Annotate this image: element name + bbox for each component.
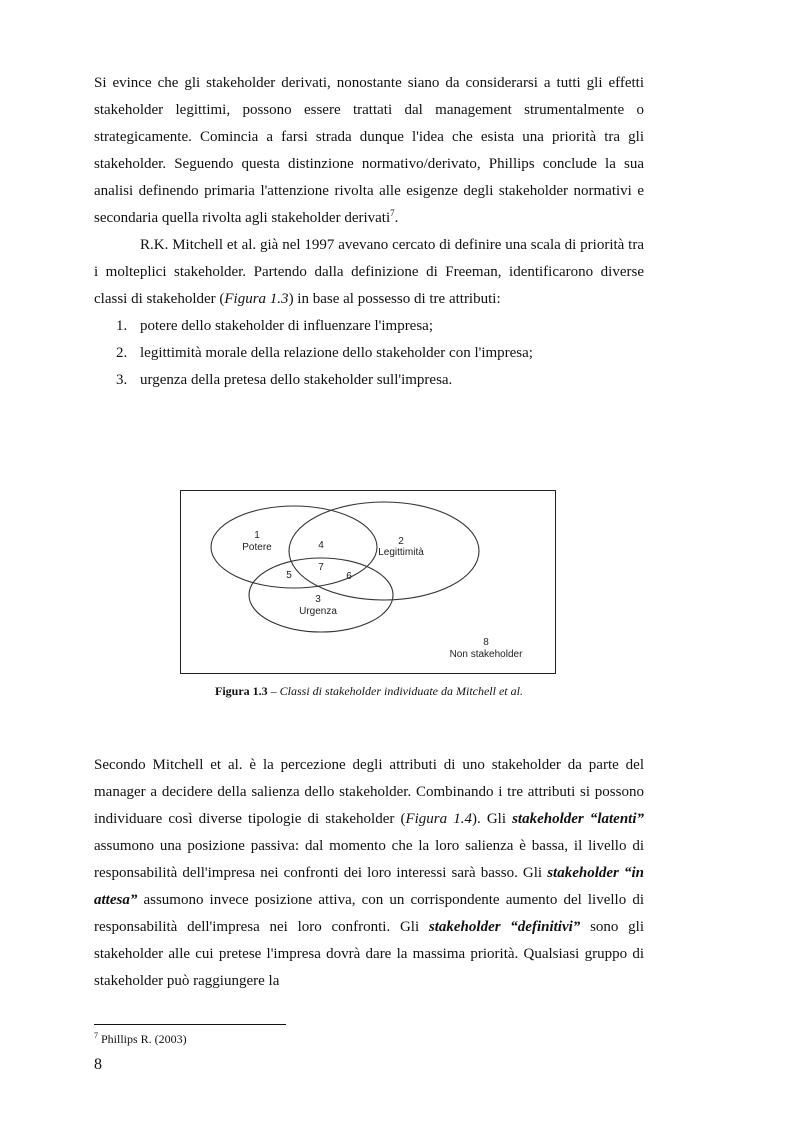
list-item-text: urgenza della pretesa dello stakeholder sull'impresa. xyxy=(140,372,453,388)
list-item xyxy=(94,313,644,340)
body-text-bottom xyxy=(94,752,644,995)
region-3-label: Urgenza xyxy=(299,606,337,617)
footnote-text: Phillips R. (2003) xyxy=(98,1032,187,1046)
figure-ref-1-3: Figura 1.3 xyxy=(224,291,289,307)
footnote-divider xyxy=(94,1024,286,1025)
region-2-number: 2 xyxy=(398,536,404,547)
region-1-label: Potere xyxy=(242,542,272,553)
paragraph-3-text: ). Gli xyxy=(471,811,513,827)
list-item-number: 2. xyxy=(116,345,128,361)
list-item xyxy=(94,340,644,367)
paragraph-3-text: assumono una posizione passiva: dal momento che la loro salienza è bassa, il livello di responsabilità dell'impresa nei confronti dei loro interessi sarà basso. Gli xyxy=(94,838,644,881)
region-6-number: 6 xyxy=(346,571,352,582)
region-8-number: 8 xyxy=(483,637,489,648)
term-in-attesa: stakeholder “in attesa” xyxy=(94,865,644,908)
region-1-number: 1 xyxy=(254,530,260,541)
region-2-label: Legittimità xyxy=(378,547,424,558)
paragraph-2-text: R.K. Mitchell et al. già nel 1997 avevano cercato di definire una scala di priorità tra i molteplici stakeholder. Partendo dalla definizione di Freeman, identificarono diverse classi di stakeholder ( xyxy=(94,237,644,307)
footnote-ref-7[interactable]: 7 xyxy=(390,208,395,218)
paragraph-2 xyxy=(94,232,644,313)
list-item xyxy=(94,367,644,394)
paragraph-3 xyxy=(94,752,644,995)
list-item-text: potere dello stakeholder di influenzare l'impresa; xyxy=(140,318,434,334)
caption-text: Classi di stakeholder individuate da Mitchell et al. xyxy=(279,684,523,698)
paragraph-3-text: Secondo Mitchell et al. è la percezione degli attributi di uno stakeholder da parte del manager a decidere della salienza dello stakeholder. Combinando i tre attributi si possono individuare così diverse tipologie di stakeholder ( xyxy=(94,757,644,827)
figure-caption xyxy=(94,684,644,699)
term-definitivi: stakeholder “definitivi” xyxy=(428,919,581,935)
term-latenti: stakeholder “latenti” xyxy=(512,811,645,827)
region-7-number: 7 xyxy=(318,562,324,573)
paragraph-2-end: ) in base al possesso di tre attributi: xyxy=(288,291,501,307)
paragraph-3-text: assumono invece posizione attiva, con un corrispondente aumento del livello di responsabilità dell'impresa nei loro confronti. Gli xyxy=(94,892,644,935)
venn-diagram xyxy=(181,491,557,675)
figure-ref-1-4: Figura 1.4 xyxy=(405,811,472,827)
footnote xyxy=(94,1032,187,1047)
venn-figure xyxy=(180,490,556,674)
attribute-list xyxy=(94,313,644,394)
region-5-number: 5 xyxy=(286,570,292,581)
paragraph-1-end: . xyxy=(394,210,399,226)
paragraph-1-text: Si evince che gli stakeholder derivati, nonostante siano da considerarsi a tutti gli effetti stakeholder legittimi, possono essere trattati dal management strumentalmente o strategicamente. Comincia a farsi strada dunque l'idea che esista una priorità tra gli stakeholder. Seguendo questa distinzione normativo/derivato, Phillips conclude la sua analisi definendo primaria l'attenzione rivolta alle esigenze degli stakeholder normativi e secondaria quella rivolta agli stakeholder derivati xyxy=(94,75,644,226)
page-number: 8 xyxy=(94,1056,102,1073)
paragraph-3-text: sono gli stakeholder alle cui pretese l'impresa dovrà dare la massima priorità. Qualsiasi gruppo di stakeholder può raggiungere la xyxy=(94,919,644,989)
region-8-label: Non stakeholder xyxy=(449,649,523,660)
list-item-number: 1. xyxy=(116,318,128,334)
list-item-text: legittimità morale della relazione dello stakeholder con l'impresa; xyxy=(140,345,533,361)
footnote-number: 7 xyxy=(94,1031,98,1040)
list-item-number: 3. xyxy=(116,372,128,388)
region-3-number: 3 xyxy=(315,594,321,605)
paragraph-1 xyxy=(94,70,644,232)
caption-label: Figura 1.3 xyxy=(215,684,268,698)
body-text-top xyxy=(94,70,644,394)
region-4-number: 4 xyxy=(318,540,324,551)
circle-potere xyxy=(211,506,377,588)
caption-dash: – xyxy=(267,684,280,698)
